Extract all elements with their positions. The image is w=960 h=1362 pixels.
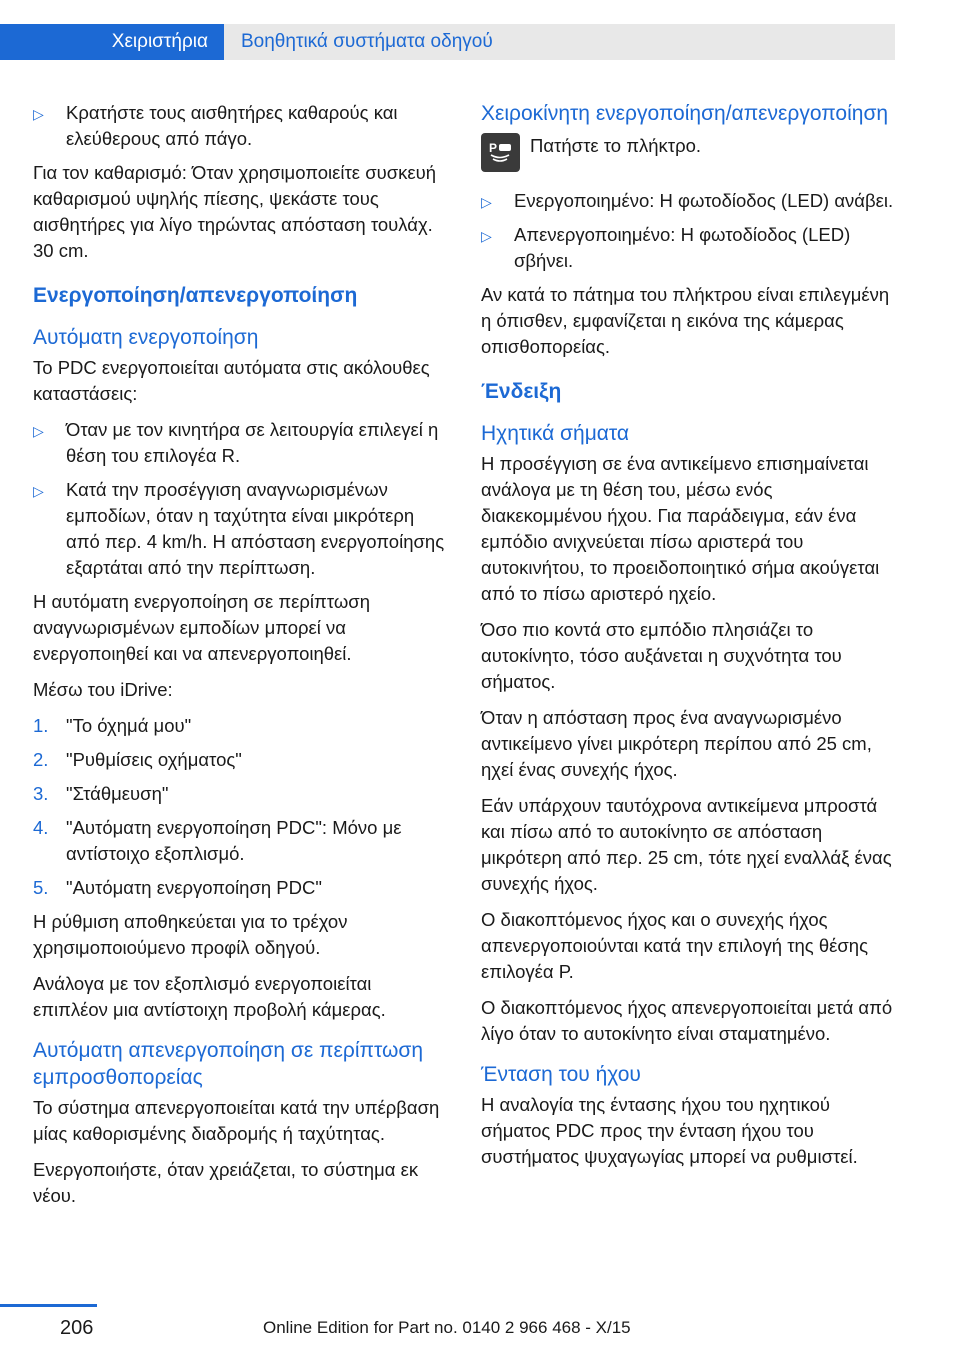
list-item: ▷ Κρατήστε τους αισθητήρες καθαρούς και ελεύθερους από πάγο. [33, 102, 398, 149]
heading-auto-deactivation: Αυτόματη απενεργοποίηση σε περίπτωση εμπροσθοπορείας [33, 1039, 424, 1089]
chapter-tab-driver-assistance: Βοηθητικά συστήματα οδηγού [224, 24, 895, 60]
button-instruction [481, 133, 896, 172]
list-item: 4. "Αυτόματη ενεργοποίηση PDC": Μόνο με αντίστοιχο εξοπλισμό. [33, 817, 402, 864]
pdc-button-icon [481, 133, 520, 172]
paragraph-volume: Η αναλογία της έντασης ήχου του ηχητικού σήματος PDC προς την ένταση ήχου του συστήματος ψυχαγωγίας μπορεί να ρυθμιστεί. [481, 1094, 858, 1167]
paragraph-idrive: Μέσω του iDrive: [33, 679, 173, 700]
paragraph-auto-deactivation: Το σύστημα απενεργοποιείται κατά την υπέρβαση μίας καθορισμένης διαδρομής ή ταχύτητας. [33, 1097, 440, 1144]
paragraph-saved: Η ρύθμιση αποθηκεύεται για το τρέχον χρησιμοποιούμενο προφίλ οδηγού. [33, 911, 348, 958]
list-item: ▷ Όταν με τον κινητήρα σε λειτουργία επιλεγεί η θέση του επιλογέα R. [33, 419, 439, 466]
left-column [33, 100, 448, 1219]
heading-volume: Ένταση του ήχου [481, 1063, 641, 1086]
list-item: ▷ Ενεργοποιημένο: Η φωτοδίοδος (LED) ανάβει. [481, 188, 896, 214]
list-item: ▷ Απενεργοποιημένο: Η φωτοδίοδος (LED) σβήνει. [481, 224, 851, 271]
list-item: 2. "Ρυθμίσεις οχήματος" [33, 749, 242, 770]
list-item: 1. "Το όχημά μου" [33, 715, 192, 736]
paragraph-signal-2: Όσο πιο κοντά στο εμπόδιο πλησιάζει το αυτοκίνητο, τόσο αυξάνεται η συχνότητα του σήματος. [481, 619, 842, 692]
section-tab-controls: Χειριστήρια [0, 24, 224, 60]
triangle-right-icon: ▷ [33, 106, 44, 122]
heading-manual-activation: Χειροκίνητη ενεργοποίηση/απενεργοποίηση [481, 102, 889, 125]
heading-auto-activation: Αυτόματη ενεργοποίηση [33, 326, 259, 349]
bullet-list-led [481, 188, 896, 274]
paragraph-signal-1: Η προσέγγιση σε ένα αντικείμενο επισημαίνεται ανάλογα με τη θέση του, μέσω ενός διακεκομμένου ήχου. Για παράδειγμα, εάν ένα εμπόδιο ανιχνεύεται πίσω αριστερά του αυτοκινήτου, το προειδοποιητικό σήμα ακούγεται από το πίσω αριστερό ηχείο. [481, 453, 880, 604]
paragraph-camera: Ανάλογα με τον εξοπλισμό ενεργοποιείται επιπλέον μια αντίστοιχη προβολή κάμερας. [33, 973, 386, 1020]
page-number: 206 [60, 1317, 94, 1339]
triangle-right-icon: ▷ [33, 423, 44, 439]
paragraph-signal-6: Ο διακοπτόμενος ήχος απενεργοποιείται μετά από λίγο όταν το αυτοκίνητο είναι σταματημένο. [481, 997, 893, 1044]
paragraph-reactivate: Ενεργοποιήστε, όταν χρειάζεται, το σύστημα εκ νέου. [33, 1159, 419, 1206]
paragraph-signal-4: Εάν υπάρχουν ταυτόχρονα αντικείμενα μπροστά και πίσω από το αυτοκίνητο σε απόσταση μικρότερη από περ. 25 cm, τότε ηχεί εναλλάξ ένας συνεχής ήχος. [481, 795, 892, 894]
list-item: ▷ Κατά την προσέγγιση αναγνωρισμένων εμποδίων, όταν η ταχύτητα είναι μικρότερη από περ. 4 km/h. Η απόσταση ενεργοποίησης εξαρτάται από την περίπτωση. [33, 479, 445, 578]
edition-note: Online Edition for Part no. 0140 2 966 468 - X/15 [263, 1318, 631, 1337]
paragraph-reverse: Αν κατά το πάτημα του πλήκτρου είναι επιλεγμένη η όπισθεν, εμφανίζεται η εικόνα της κάμερας οπισθοπορείας. [481, 284, 890, 357]
paragraph-cleaning: Για τον καθαρισμό: Όταν χρησιμοποιείτε συσκευή καθαρισμού υψηλής πίεσης, ψεκάστε τους αισθητήρες για λίγο τηρώντας απόσταση τουλάχ. 30 cm. [33, 162, 437, 261]
triangle-right-icon: ▷ [33, 483, 44, 499]
heading-acoustic-signals: Ηχητικά σήματα [481, 422, 630, 445]
triangle-right-icon: ▷ [481, 228, 492, 244]
right-column [481, 100, 896, 1180]
heading-display: Ένδειξη [481, 380, 562, 403]
triangle-right-icon: ▷ [481, 194, 492, 210]
list-item: 3. "Στάθμευση" [33, 783, 169, 804]
list-item: 5. "Αυτόματη ενεργοποίηση PDC" [33, 877, 322, 898]
heading-on-off: Ενεργοποίηση/απενεργοποίηση [33, 284, 358, 307]
footer-divider [0, 1304, 97, 1307]
bullet-list-sensors [33, 100, 448, 152]
svg-text:P: P [489, 141, 498, 155]
paragraph-auto-obstacles: Η αυτόματη ενεργοποίηση σε περίπτωση αναγνωρισμένων εμποδίων μπορεί να ενεργοποιηθεί και να απενεργοποιηθεί. [33, 591, 370, 664]
paragraph-auto: Το PDC ενεργοποιείται αυτόματα στις ακόλουθες καταστάσεις: [33, 357, 430, 404]
paragraph-press-button: Πατήστε το πλήκτρο. [530, 135, 702, 156]
idrive-steps [33, 713, 448, 901]
page-header [0, 24, 895, 60]
bullet-list-auto [33, 417, 448, 581]
paragraph-signal-5: Ο διακοπτόμενος ήχος και ο συνεχής ήχος απενεργοποιούνται κατά την επιλογή της θέσης επιλογέα P. [481, 909, 869, 982]
paragraph-signal-3: Όταν η απόσταση προς ένα αναγνωρισμένο αντικείμενο γίνει μικρότερη περίπου από 25 cm, ηχεί ένας συνεχής ήχος. [481, 707, 872, 780]
